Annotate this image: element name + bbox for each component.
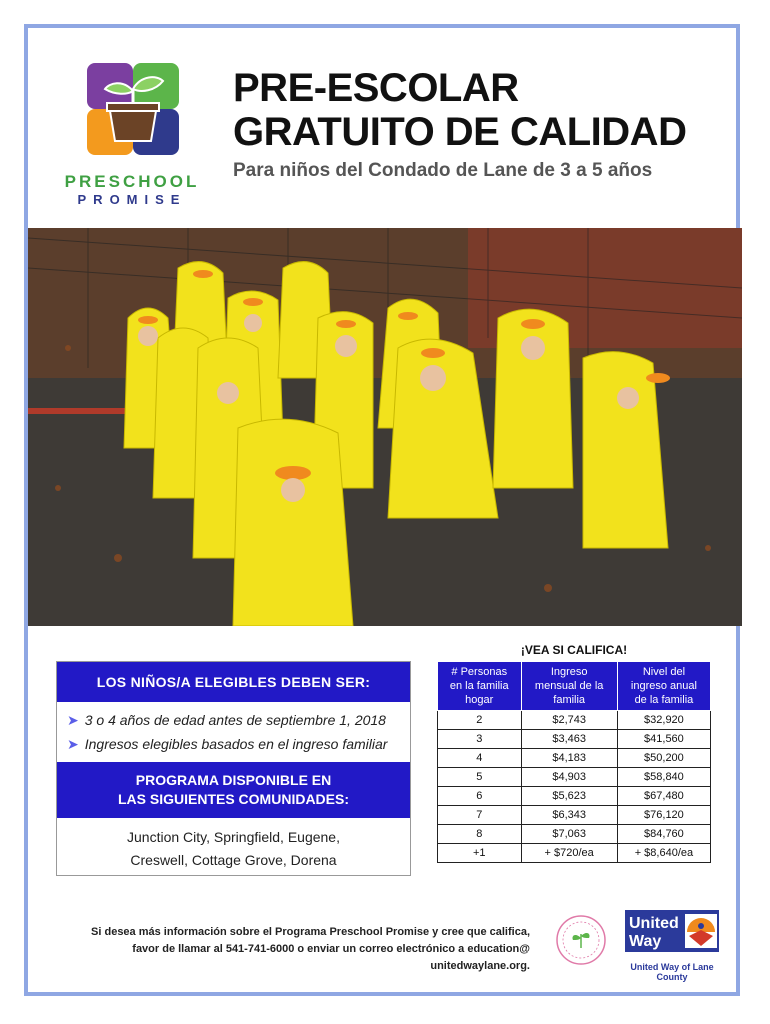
eligibility-bullets — [57, 702, 410, 762]
cell-annual: $76,120 — [617, 806, 710, 825]
uw-logo-text-2: Way — [629, 933, 662, 950]
communities-line-1: Junction City, Springfield, Eugene, — [127, 829, 340, 845]
subtitle: Para niños del Condado de Lane de 3 a 5 años — [233, 160, 653, 181]
bullet-text: 3 o 4 años de edad antes de septiembre 1, 2018 — [84, 712, 386, 728]
cell-persons: 4 — [438, 749, 522, 768]
cell-monthly: $6,343 — [521, 806, 617, 825]
seedling-pot-logo — [87, 63, 179, 155]
contact-line-3: unitedwaylane.org. — [430, 960, 530, 972]
page-title — [233, 66, 686, 154]
cell-persons: 3 — [438, 730, 522, 749]
communities-heading-line-2: LAS SIGUIENTES COMUNIDADES: — [117, 791, 349, 807]
cell-annual: $50,200 — [617, 749, 710, 768]
cell-annual: $67,480 — [617, 787, 710, 806]
communities-list — [57, 818, 410, 872]
eligibility-bullet — [67, 708, 410, 732]
title-line-1: PRE-ESCOLAR — [233, 66, 519, 110]
table-caption: ¡VEA SI CALIFICA! — [520, 643, 628, 657]
table-row — [438, 825, 711, 844]
cell-monthly: $4,903 — [521, 768, 617, 787]
column-header-persons — [438, 662, 522, 711]
communities-heading-line-1: PROGRAMA DISPONIBLE EN — [135, 772, 332, 788]
header-text: Ingreso — [550, 666, 588, 678]
communities-line-2: Creswell, Cottage Grove, Dorena — [130, 852, 337, 868]
eligibility-box — [56, 661, 411, 876]
uw-logo-text-1: United — [629, 915, 679, 932]
cell-persons: +1 — [438, 844, 522, 863]
brand-name: PRESCHOOL — [64, 172, 200, 191]
income-table — [437, 661, 711, 863]
header-text: Nivel del — [642, 666, 686, 678]
header-text: # Personas — [451, 666, 508, 678]
cell-monthly: $3,463 — [521, 730, 617, 749]
cell-annual: $41,560 — [617, 730, 710, 749]
header-text: hogar — [465, 694, 494, 706]
title-line-2: GRATUITO DE CALIDAD — [233, 110, 687, 154]
bullet-arrow-icon: ➤ — [67, 712, 79, 728]
cell-annual: $58,840 — [617, 768, 710, 787]
cell-persons: 2 — [438, 711, 522, 730]
cell-monthly: $7,063 — [521, 825, 617, 844]
header-text: en la familia — [449, 680, 509, 692]
cell-persons: 7 — [438, 806, 522, 825]
cell-monthly: $4,183 — [521, 749, 617, 768]
header-text: de la familia — [634, 694, 694, 706]
table-header-row — [438, 662, 711, 711]
cell-persons: 8 — [438, 825, 522, 844]
cell-annual: $32,920 — [617, 711, 710, 730]
bullet-arrow-icon: ➤ — [67, 736, 79, 752]
table-row — [438, 844, 711, 863]
header-text: familia — [553, 694, 586, 706]
cell-monthly: $2,743 — [521, 711, 617, 730]
united-way-logo — [625, 910, 719, 952]
table-row — [438, 711, 711, 730]
table-row — [438, 768, 711, 787]
seal-icon — [555, 914, 607, 966]
table-row — [438, 806, 711, 825]
column-header-annual — [617, 662, 710, 711]
brand-subname: PROMISE — [77, 192, 187, 207]
table-row — [438, 749, 711, 768]
united-way-caption: United Way of Lane County — [630, 962, 714, 982]
cell-monthly: $5,623 — [521, 787, 617, 806]
communities-heading — [57, 762, 410, 818]
contact-info — [40, 924, 530, 975]
column-header-monthly — [521, 662, 617, 711]
header-text: mensual de la — [534, 680, 604, 692]
cell-annual: $84,760 — [617, 825, 710, 844]
cell-persons: 5 — [438, 768, 522, 787]
eligibility-bullet — [67, 732, 410, 756]
cell-annual: + $8,640/ea — [617, 844, 710, 863]
eligibility-heading: LOS NIÑOS/A ELEGIBLES DEBEN SER: — [57, 662, 410, 702]
contact-line-1: Si desea más información sobre el Programa Preschool Promise y cree que califica, — [91, 926, 530, 938]
bullet-text: Ingresos elegibles basados en el ingreso familiar — [84, 736, 388, 752]
children-duck-raincoats-photo — [28, 228, 742, 626]
contact-line-2: favor de llamar al 541-741-6000 o enviar un correo electrónico a education@ — [132, 943, 530, 955]
table-row — [438, 787, 711, 806]
cell-persons: 6 — [438, 787, 522, 806]
cell-monthly: + $720/ea — [521, 844, 617, 863]
header-text: ingreso anual — [630, 680, 697, 692]
table-row — [438, 730, 711, 749]
